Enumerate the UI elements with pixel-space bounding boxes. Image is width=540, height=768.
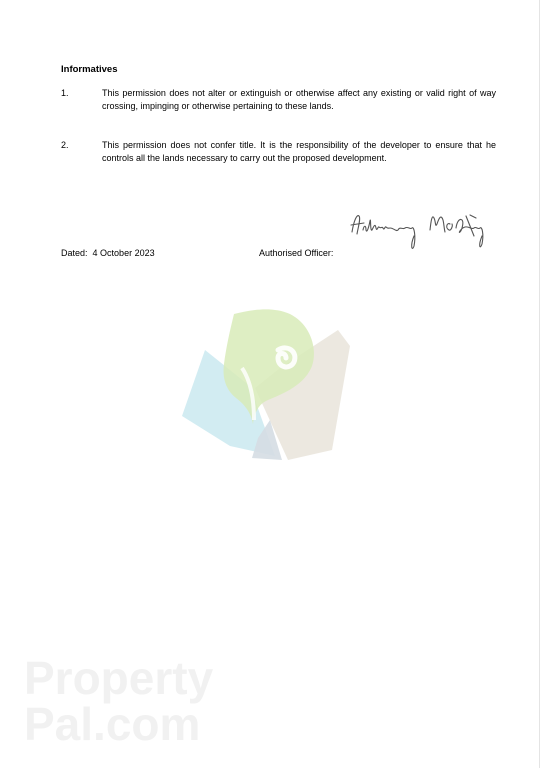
council-emblem-watermark <box>160 308 355 468</box>
propertypal-watermark <box>22 650 222 750</box>
dated-line <box>61 248 155 258</box>
dated-value: 4 October 2023 <box>92 248 155 258</box>
watermark-line2: Pal.com <box>24 698 201 750</box>
item-number: 1. <box>61 88 69 98</box>
authorised-officer-label: Authorised Officer: <box>259 248 334 258</box>
item-text: This permission does not confer title. It is the responsibility of the developer to ensure that he controls all the lands necessary to carry out the proposed development. <box>102 140 496 163</box>
item-number: 2. <box>61 140 69 150</box>
watermark-line1: Property <box>24 652 214 704</box>
item-text: This permission does not alter or extinguish or otherwise affect any existing or valid right of way crossing, impinging or otherwise pertaining to these lands. <box>102 88 496 111</box>
dated-label: Dated: <box>61 248 88 258</box>
signature <box>348 206 493 256</box>
informatives-heading: Informatives <box>61 64 118 75</box>
